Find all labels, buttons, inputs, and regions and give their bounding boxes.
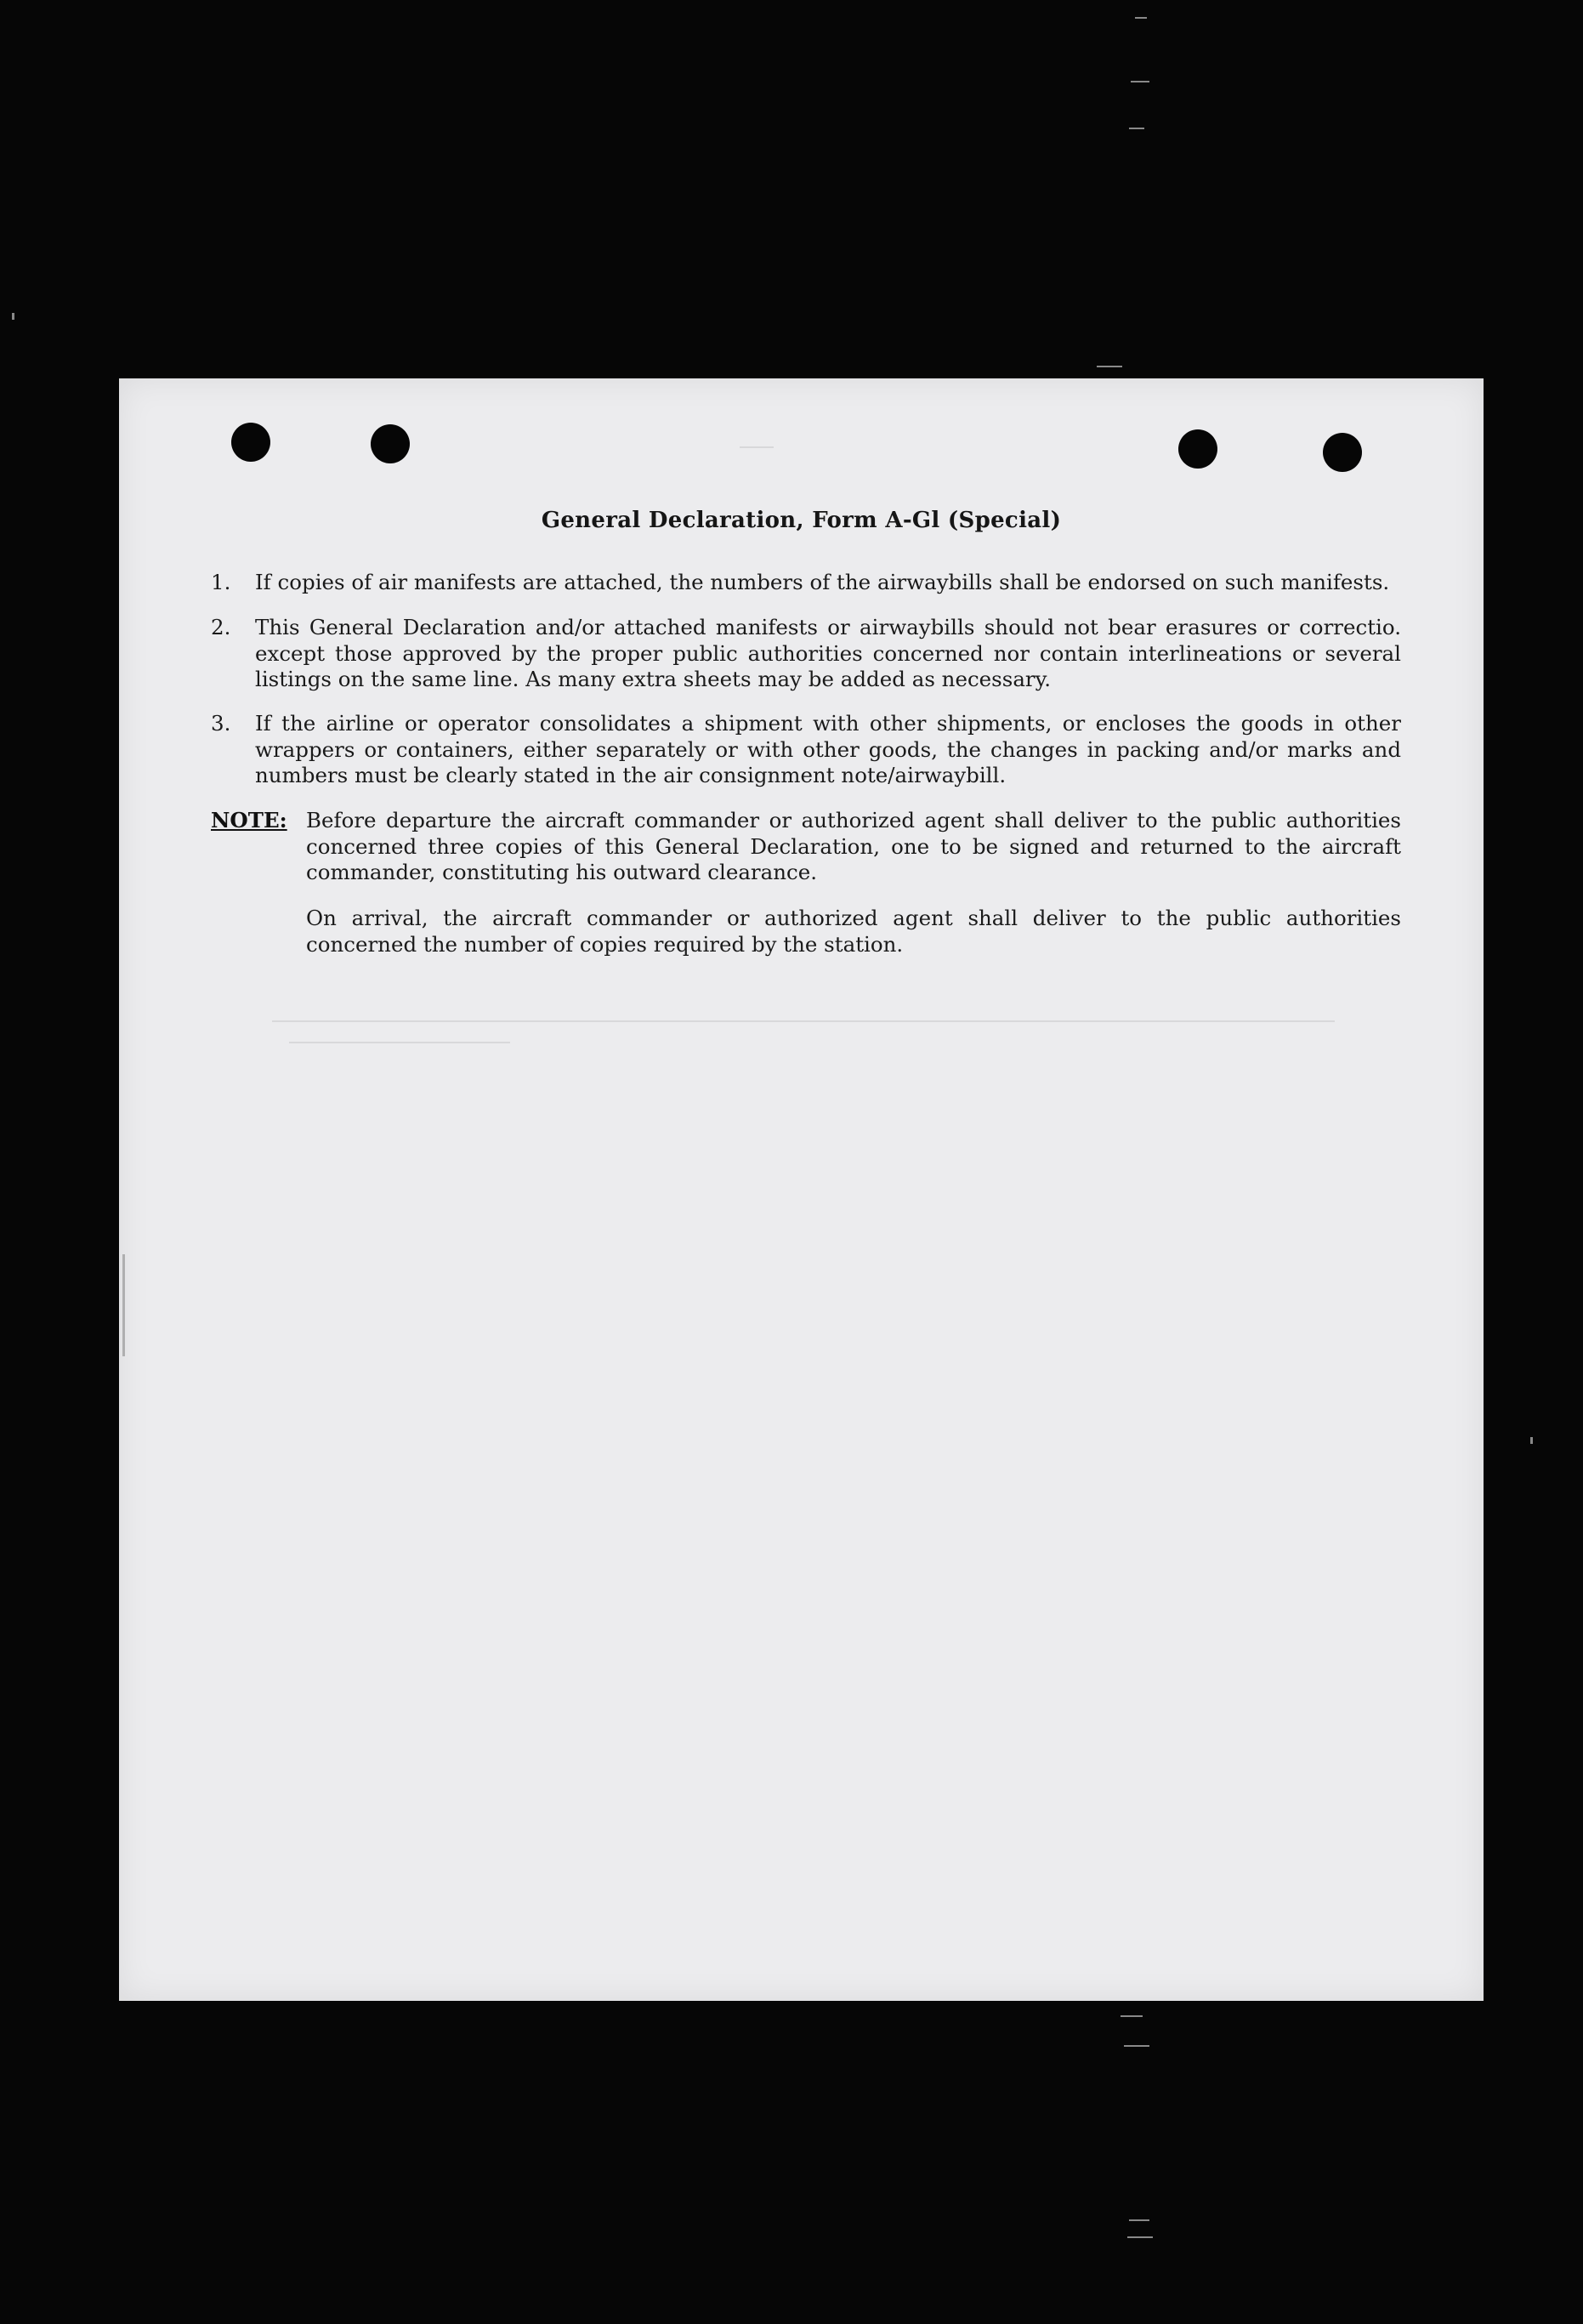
list-item-text: This General Declaration and/or attached manifests or airwaybills should not bear erasures or correctio. except those approved by the proper public authorities concerned nor contain interlineations or several listings on the same line. As many extra sheets may be added as necessary.: [255, 615, 1401, 691]
scan-streak: [1097, 366, 1122, 367]
scan-streak: [1127, 2236, 1153, 2238]
list-item-number: 1.: [211, 570, 231, 594]
list-item: [211, 615, 1401, 693]
list-item: [211, 711, 1401, 789]
scan-streak: [1135, 17, 1147, 19]
scan-streak: [1129, 128, 1144, 129]
list-item-number: 2.: [211, 615, 231, 639]
list-item-text: If copies of air manifests are attached, the numbers of the airwaybills shall be endorsed on such manifests.: [255, 570, 1390, 594]
note-paragraph: Before departure the aircraft commander or authorized agent shall deliver to the public authorities concerned three copies of this General Declaration, one to be signed and returned to the aircraft commander, constituting his outward clearance.: [306, 808, 1401, 884]
faint-mark: [740, 446, 774, 448]
scan-streak: [1530, 1437, 1533, 1444]
faint-mark: [289, 1042, 510, 1043]
punch-hole: [371, 424, 410, 463]
scan-streak: [1124, 2045, 1149, 2047]
list-item-text: If the airline or operator consolidates a shipment with other shipments, or encloses the goods in other wrappers or containers, either separately or with other goods, the changes in packing and/or marks and numbers must be clearly stated in the air consignment note/airwaybill.: [255, 711, 1401, 787]
punch-hole: [231, 423, 270, 462]
document-title: General Declaration, Form A-Gl (Special): [541, 508, 1062, 533]
document-page: [119, 378, 1484, 2001]
scan-streak: [1121, 2015, 1143, 2017]
punch-hole: [1323, 433, 1362, 472]
scan-streak: [1131, 81, 1149, 82]
scan-streak: [12, 313, 14, 320]
note-label: NOTE:: [211, 808, 287, 832]
punch-hole: [1178, 429, 1217, 469]
note-paragraph: On arrival, the aircraft commander or authorized agent shall deliver to the public authorities concerned the number of copies required by the station.: [306, 906, 1401, 957]
scan-streak: [1129, 2219, 1149, 2221]
list-item: [211, 570, 1401, 596]
list-item-number: 3.: [211, 711, 231, 736]
fold-mark: [122, 1254, 125, 1356]
faint-mark: [272, 1020, 1335, 1022]
